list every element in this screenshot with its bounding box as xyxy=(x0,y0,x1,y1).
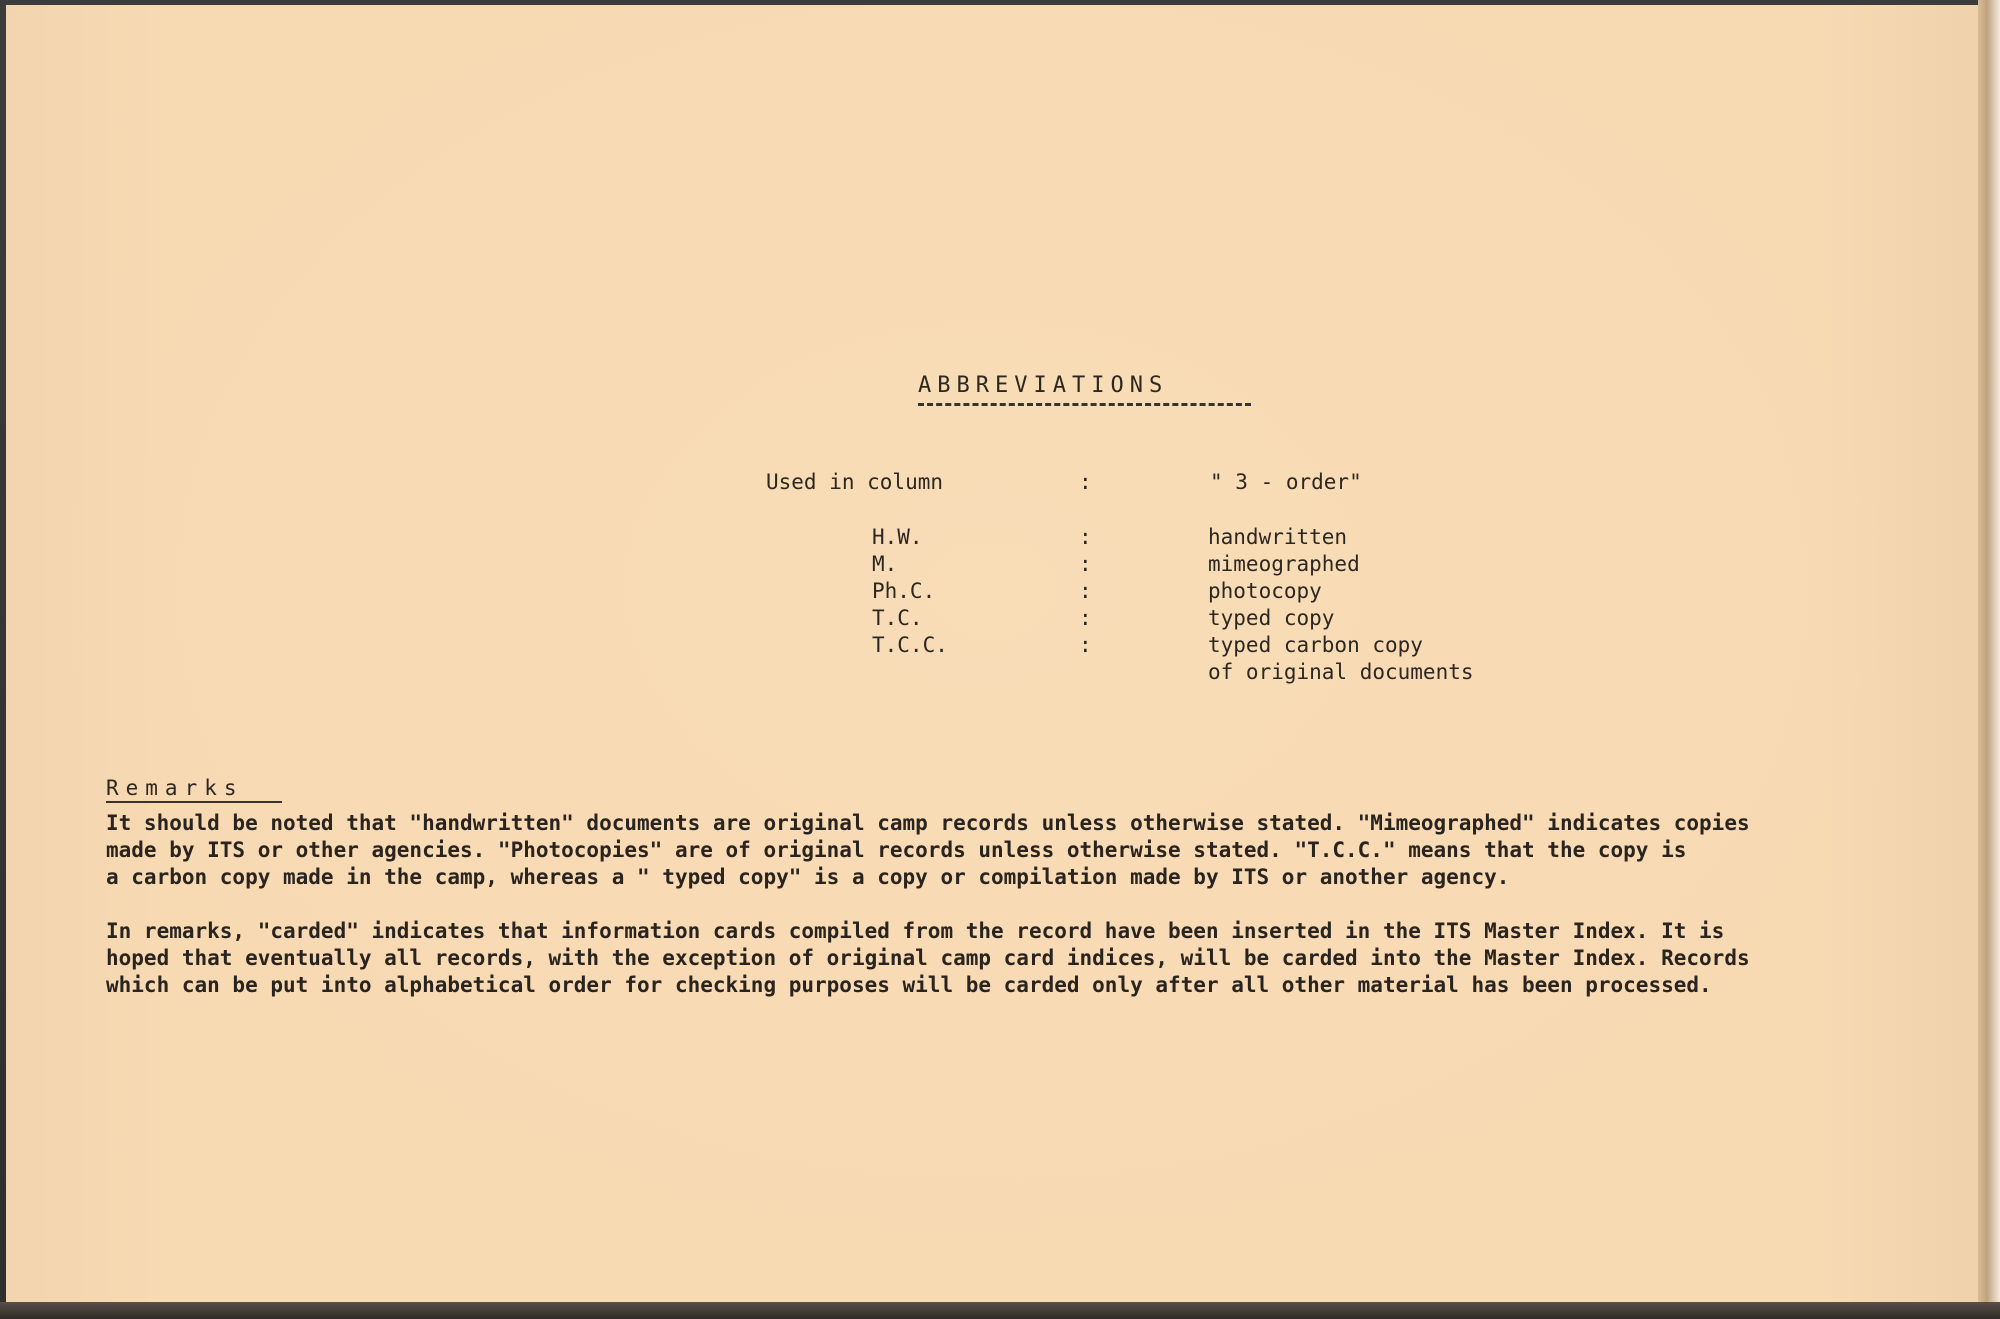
abbr-separator: : xyxy=(1079,552,1092,576)
abbr-separator: : xyxy=(1079,525,1092,549)
abbr-meaning: mimeographed xyxy=(1208,552,1360,576)
remarks-heading: Remarks xyxy=(106,776,244,800)
usage-value: " 3 - order" xyxy=(1210,470,1362,494)
remarks-paragraph-line: made by ITS or other agencies. "Photocopies" are of original records unless otherwise stated. "T.C.C." means that the copy is xyxy=(106,838,1687,862)
abbr-code: Ph.C. xyxy=(872,579,936,603)
usage-separator: : xyxy=(1079,470,1092,494)
remarks-paragraph-line: hoped that eventually all records, with the exception of original camp card indices, will be carded into the Master Index. Records xyxy=(106,946,1750,970)
page-edge-bottom xyxy=(0,1302,2000,1319)
usage-label: Used in column xyxy=(766,470,944,494)
remarks-paragraph-line: a carbon copy made in the camp, whereas a " typed copy" is a copy or compilation made by ITS or another agency. xyxy=(106,865,1510,889)
abbr-code: T.C. xyxy=(872,606,923,630)
document-page xyxy=(6,5,1978,1302)
abbr-meaning-continuation: of original documents xyxy=(1208,660,1474,684)
abbr-code: M. xyxy=(872,552,898,576)
title-underline xyxy=(918,403,1251,406)
page-edge-right xyxy=(1978,0,2000,1319)
abbr-code: H.W. xyxy=(872,525,923,549)
abbr-code: T.C.C. xyxy=(872,633,948,657)
abbr-separator: : xyxy=(1079,579,1092,603)
page-title: ABBREVIATIONS xyxy=(918,373,1169,398)
remarks-paragraph-line: In remarks, "carded" indicates that information cards compiled from the record have been inserted in the ITS Master Index. It is xyxy=(106,919,1725,943)
abbr-meaning: photocopy xyxy=(1208,579,1322,603)
remarks-underline xyxy=(106,801,282,803)
remarks-paragraph-line: which can be put into alphabetical order for checking purposes will be carded only after all other material has been processed. xyxy=(106,973,1712,997)
remarks-paragraph-line: It should be noted that "handwritten" documents are original camp records unless otherwise stated. "Mimeographed" indicates copies xyxy=(106,811,1750,835)
abbr-meaning: typed carbon copy xyxy=(1208,633,1423,657)
abbr-separator: : xyxy=(1079,606,1092,630)
abbr-meaning: typed copy xyxy=(1208,606,1335,630)
abbr-meaning: handwritten xyxy=(1208,525,1348,549)
abbr-separator: : xyxy=(1079,633,1092,657)
